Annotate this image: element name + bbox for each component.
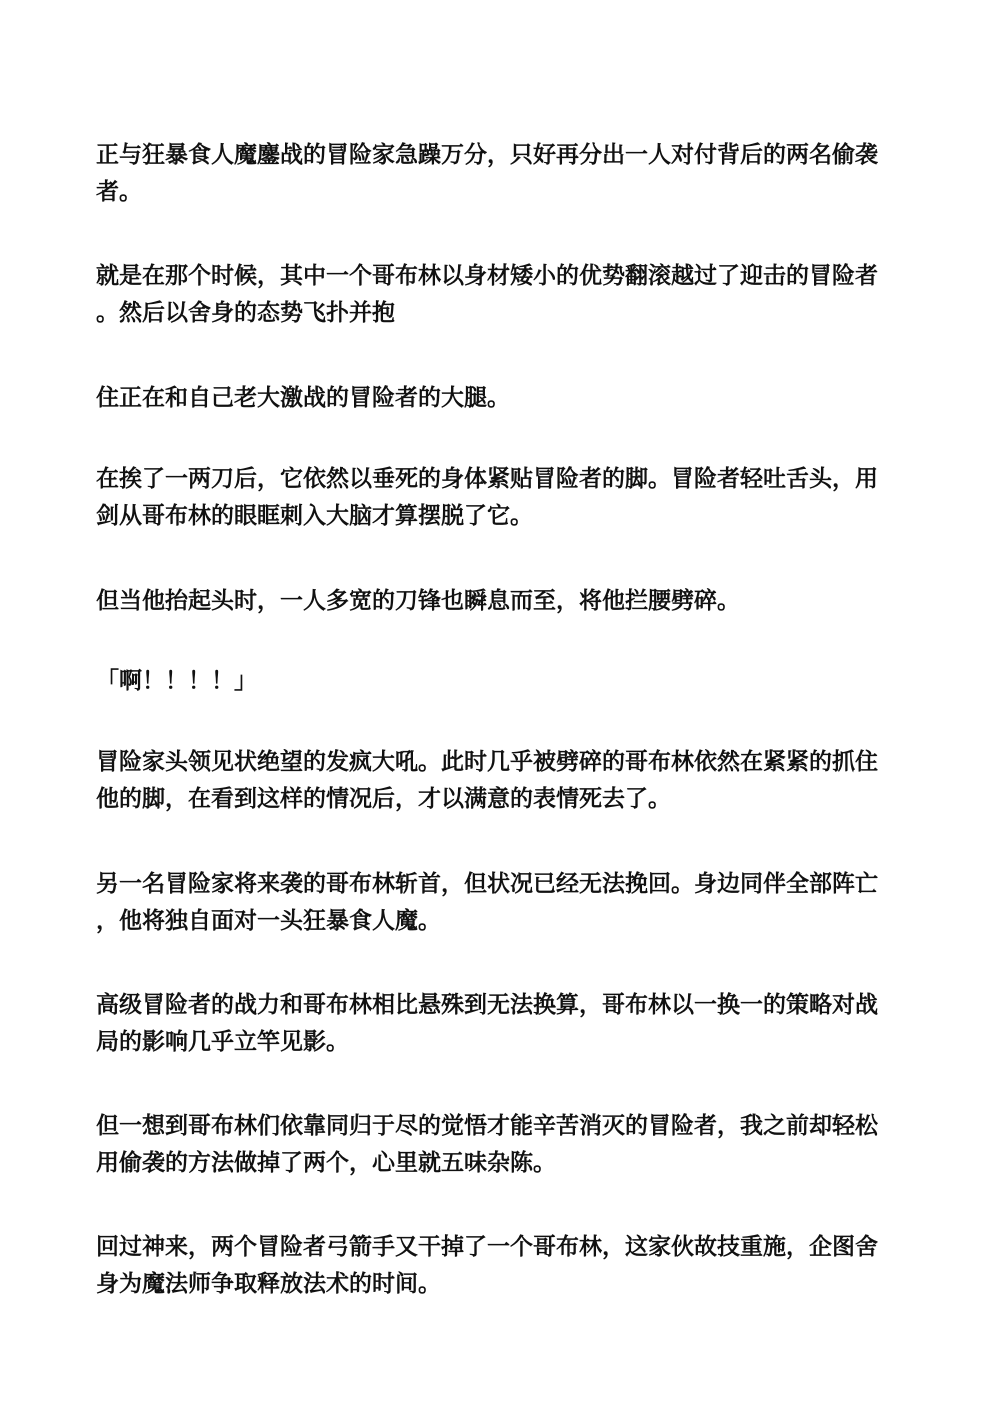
paragraph	[96, 1108, 904, 1182]
text-line: 冒险家头领见状绝望的发疯大吼。此时几乎被劈碎的哥布林依然在紧紧的抓住	[96, 749, 878, 775]
text-line: 另一名冒险家将来袭的哥布林斩首，但状况已经无法挽回。身边同伴全部阵亡	[96, 871, 878, 897]
text-line: 住正在和自己老大激战的冒险者的大腿。	[96, 385, 510, 411]
text-line: 高级冒险者的战力和哥布林相比悬殊到无法换算，哥布林以一换一的策略对战	[96, 992, 878, 1018]
paragraph	[96, 583, 904, 620]
text-line: 在挨了一两刀后，它依然以垂死的身体紧贴冒险者的脚。冒险者轻吐舌头，用	[96, 466, 878, 492]
paragraph	[96, 137, 904, 211]
text-line: 身为魔法师争取释放法术的时间。	[96, 1271, 441, 1297]
paragraph	[96, 987, 904, 1061]
text-line: 就是在那个时候，其中一个哥布林以身材矮小的优势翻滚越过了迎击的冒险者	[96, 263, 878, 289]
text-line: 用偷袭的方法做掉了两个，心里就五味杂陈。	[96, 1150, 556, 1176]
paragraph	[96, 461, 904, 535]
text-line: 。然后以舍身的态势飞扑并抱	[96, 300, 395, 326]
paragraph	[96, 663, 904, 700]
paragraph	[96, 744, 904, 818]
paragraph	[96, 1229, 904, 1303]
text-line: 「啊！！！！」	[96, 668, 257, 694]
paragraph	[96, 380, 904, 417]
paragraph	[96, 866, 904, 940]
text-line: 剑从哥布林的眼眶刺入大脑才算摆脱了它。	[96, 503, 533, 529]
text-line: 回过神来，两个冒险者弓箭手又干掉了一个哥布林，这家伙故技重施，企图舍	[96, 1234, 878, 1260]
text-line: 局的影响几乎立竿见影。	[96, 1029, 349, 1055]
text-line: 他的脚，在看到这样的情况后，才以满意的表情死去了。	[96, 786, 671, 812]
text-line: 正与狂暴食人魔鏖战的冒险家急躁万分，只好再分出一人对付背后的两名偷袭	[96, 142, 878, 168]
text-line: ，他将独自面对一头狂暴食人魔。	[96, 908, 441, 934]
text-line: 但当他抬起头时，一人多宽的刀锋也瞬息而至，将他拦腰劈碎。	[96, 588, 740, 614]
text-line: 者。	[96, 179, 142, 205]
text-line: 但一想到哥布林们依靠同归于尽的觉悟才能辛苦消灭的冒险者，我之前却轻松	[96, 1113, 878, 1139]
paragraph	[96, 258, 904, 332]
